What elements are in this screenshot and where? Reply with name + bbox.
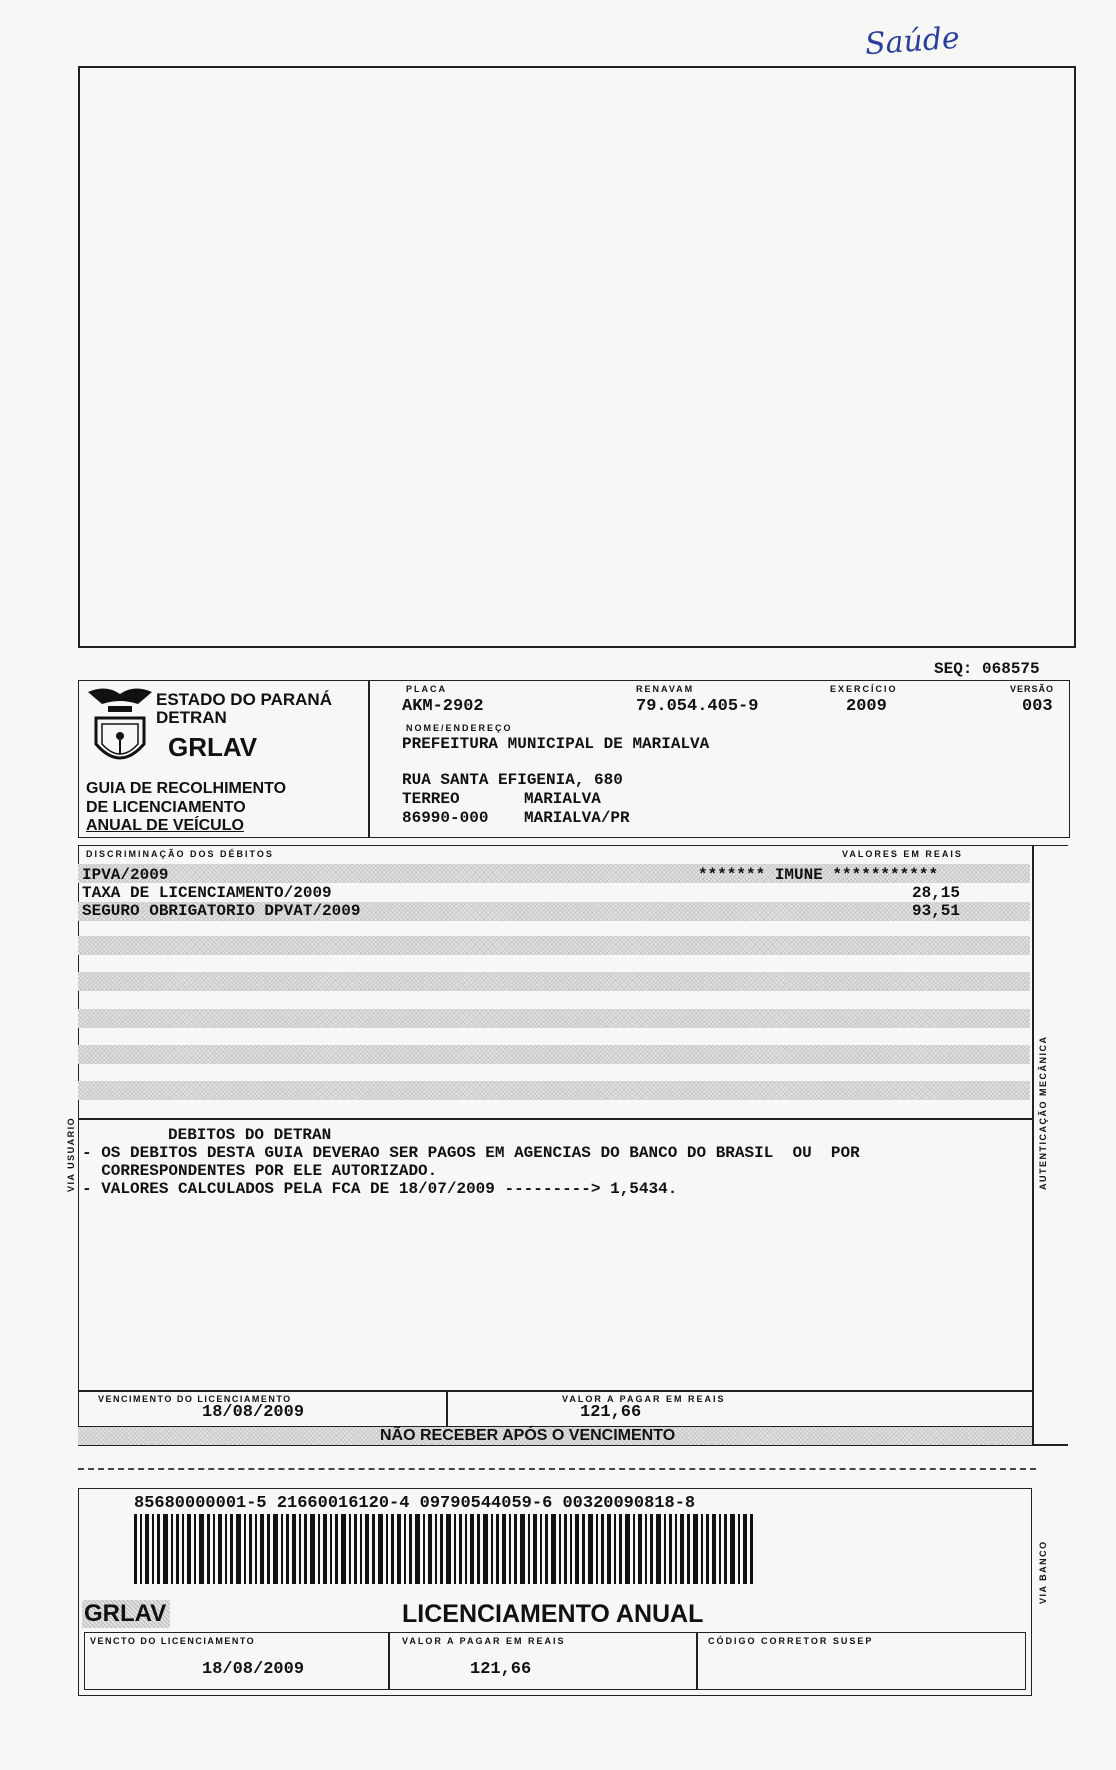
warning-bar-extension (1032, 1444, 1068, 1446)
stripe (78, 936, 1030, 955)
address-line3-a: 86990-000 (402, 809, 489, 827)
bank-copy-label: VIA BANCO (1038, 1540, 1048, 1604)
state-name: ESTADO DO PARANÁ (156, 690, 332, 709)
debit-item-desc: SEGURO OBRIGATORIO DPVAT/2009 (82, 902, 361, 920)
amount-value: 121,66 (580, 1403, 642, 1422)
slip-due-value: 18/08/2009 (202, 1660, 305, 1679)
handwritten-note: Saúde (863, 20, 961, 63)
version-label: VERSÃO (1010, 684, 1055, 694)
address-line2-a: TERREO (402, 790, 460, 808)
debit-item-value: 93,51 (912, 902, 961, 920)
header-divider (368, 680, 370, 838)
slip-due-label: VENCTO DO LICENCIAMENTO (90, 1636, 256, 1646)
guide-title-line1: GUIA DE RECOLHIMENTO (86, 780, 287, 797)
debits-header-left: DISCRIMINAÇÃO DOS DÉBITOS (86, 849, 274, 859)
plate-label: PLACA (406, 684, 447, 694)
stripe (78, 1081, 1030, 1100)
field-divider (388, 1632, 390, 1690)
field-divider (696, 1632, 698, 1690)
no-receipt-warning: NÃO RECEBER APÓS O VENCIMENTO (380, 1427, 676, 1444)
header-acronym: GRLAV (168, 732, 258, 762)
payment-row-top (78, 1390, 1032, 1392)
address-line1: RUA SANTA EFIGENIA, 680 (402, 771, 623, 789)
debit-item-value: 28,15 (912, 884, 961, 902)
debits-notes-divider (78, 1118, 1032, 1120)
version-value: 003 (1022, 697, 1053, 716)
debits-right-rule (1032, 845, 1034, 1445)
payment-row-divider (446, 1390, 448, 1426)
guide-title-line3: ANUAL DE VEÍCULO (86, 817, 244, 834)
exercise-label: EXERCÍCIO (830, 684, 898, 694)
user-copy-label: VIA USUARIO (66, 1116, 76, 1192)
mechanical-auth-label: AUTENTICAÇÃO MECÂNICA (1038, 1035, 1048, 1190)
slip-amount-value: 121,66 (470, 1660, 532, 1679)
address-line2-b: MARIALVA (524, 790, 601, 808)
debits-header-right: VALORES EM REAIS (842, 849, 963, 859)
name-address-label: NOME/ENDEREÇO (406, 723, 513, 733)
plate-value: AKM-2902 (402, 697, 484, 716)
debit-item-desc: IPVA/2009 (82, 866, 169, 884)
bank-slip-title: LICENCIAMENTO ANUAL (402, 1600, 704, 1628)
guide-title-line2: DE LICENCIAMENTO (86, 799, 246, 816)
debit-item-value: ******* IMUNE *********** (698, 866, 939, 884)
renavam-value: 79.054.405-9 (636, 697, 759, 716)
notes-line1: - OS DEBITOS DESTA GUIA DEVERAO SER PAGOS EM AGENCIAS DO BANCO DO BRASIL OU POR (82, 1144, 860, 1162)
notes-line2: CORRESPONDENTES POR ELE AUTORIZADO. (82, 1162, 438, 1180)
due-date-value: 18/08/2009 (202, 1403, 305, 1422)
stripe (78, 1009, 1030, 1028)
barcode-number: 85680000001-5 21660016120-4 09790544059-6 00320090818-8 (134, 1494, 696, 1513)
stripe (78, 972, 1030, 991)
address-line3-b: MARIALVA/PR (524, 809, 630, 827)
exercise-value: 2009 (846, 697, 887, 716)
stripe (78, 1045, 1030, 1064)
amount-label: VALOR A PAGAR EM REAIS (562, 1394, 726, 1404)
coat-of-arms-icon (86, 684, 154, 774)
owner-name: PREFEITURA MUNICIPAL DE MARIALVA (402, 735, 710, 753)
due-date-label: VENCIMENTO DO LICENCIAMENTO (98, 1394, 292, 1404)
department-name: DETRAN (156, 708, 227, 727)
top-blank-area (78, 66, 1076, 648)
bank-slip-logo-text: GRLAV (84, 1600, 167, 1627)
renavam-label: RENAVAM (636, 684, 695, 694)
notes-title: DEBITOS DO DETRAN (168, 1126, 332, 1144)
broker-code-label: CÓDIGO CORRETOR SUSEP (708, 1636, 874, 1646)
cut-line (78, 1468, 1036, 1470)
sequence-number: SEQ: 068575 (934, 660, 1040, 678)
notes-line3: - VALORES CALCULADOS PELA FCA DE 18/07/2009 ---------> 1,5434. (82, 1180, 678, 1198)
slip-amount-label: VALOR A PAGAR EM REAIS (402, 1636, 566, 1646)
debit-item-desc: TAXA DE LICENCIAMENTO/2009 (82, 884, 332, 902)
barcode (134, 1514, 754, 1584)
